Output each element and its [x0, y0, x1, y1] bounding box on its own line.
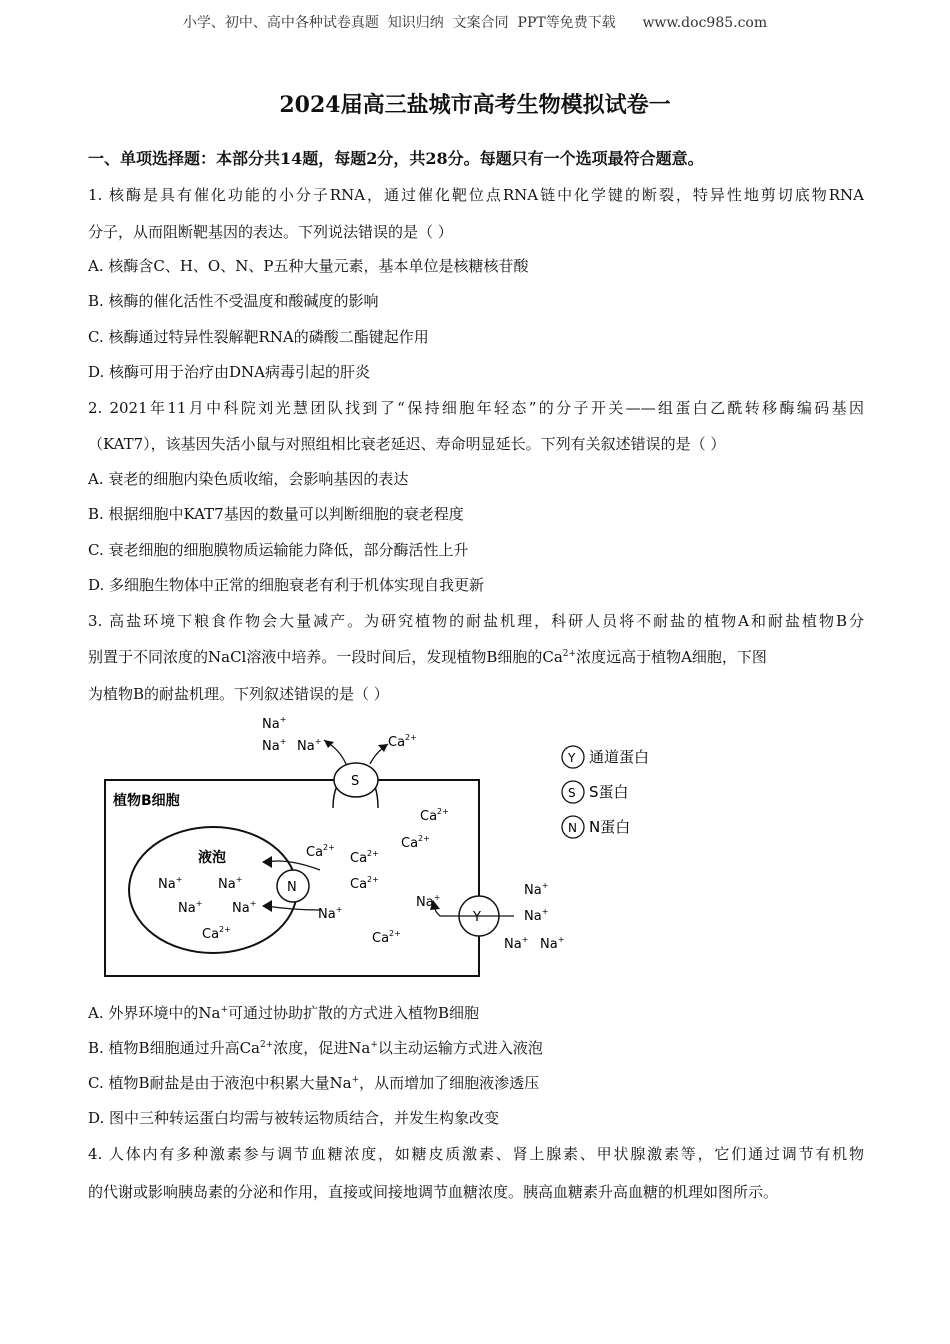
- q2-option-d: D. 多细胞生物体中正常的细胞衰老有利于机体实现自我更新: [88, 576, 485, 594]
- ion-label: Na+: [318, 905, 343, 922]
- q1-option-d: D. 核酶可用于治疗由DNA病毒引起的肝炎: [88, 363, 371, 381]
- q3-stem-line2: 别置于不同浓度的NaCl溶液中培养。一段时间后，发现植物B细胞的$Ca^{2+}$浓度远高于植物A细胞，下图: [88, 648, 767, 666]
- cell-label: 植物B细胞: [113, 793, 180, 809]
- ion-label: Na+: [232, 899, 257, 916]
- ion-label: $Ca^{2+}$: [372, 929, 401, 946]
- q3-option-a: A. 外界环境中的Na+可通过协助扩散的方式进入植物B细胞: [88, 1004, 480, 1022]
- section-heading: 一、单项选择题：本部分共14题，每题2分，共28分。每题只有一个选项最符合题意。: [88, 149, 704, 168]
- ion-label: $Ca^{2+}$: [350, 875, 379, 892]
- ion-label: $Ca^{2+}$: [401, 834, 430, 851]
- ion-label: Na+: [416, 893, 441, 910]
- ion-label: Na+: [218, 875, 243, 892]
- q2-option-b: B. 根据细胞中KAT7基因的数量可以判断细胞的衰老程度: [88, 505, 464, 523]
- ion-label: $Ca^{2+}$: [202, 925, 231, 942]
- ion-label: $Ca^{2+}$: [420, 807, 449, 824]
- vacuole-label: 液泡: [198, 850, 226, 866]
- svg-text:S: S: [568, 786, 576, 800]
- ion-label: Na+: [540, 935, 565, 952]
- ion-label: Na+: [524, 907, 549, 924]
- ion-label: $Ca^{2+}$: [350, 849, 379, 866]
- q4-stem-line2: 的代谢或影响胰岛素的分泌和作用，直接或间接地调节血糖浓度。胰高血糖素升高血糖的机理如图所示。: [88, 1183, 779, 1201]
- ion-label: Na+: [262, 737, 287, 754]
- ion-label: Na+: [262, 715, 287, 732]
- q1-option-c: C. 核酶通过特异性裂解靶RNA的磷酸二酯键起作用: [88, 328, 429, 346]
- legend-s-text: S蛋白: [589, 783, 629, 801]
- legend-y-text: 通道蛋白: [589, 748, 650, 766]
- q1-stem-line1: 1. 核酶是具有催化功能的小分子RNA，通过催化靶位点RNA链中化学键的断裂，特异性地剪切底物RNA: [88, 186, 864, 204]
- exam-title: 2024届高三盐城市高考生物模拟试卷一: [279, 92, 671, 118]
- q3-option-c: C. 植物B耐盐是由于液泡中积累大量Na+，从而增加了细胞液渗透压: [88, 1074, 540, 1092]
- salt-tolerance-diagram: [88, 710, 688, 990]
- q2-option-c: C. 衰老细胞的细胞膜物质运输能力降低，部分酶活性上升: [88, 541, 469, 559]
- ion-label: Na+: [504, 935, 529, 952]
- legend-n-text: N蛋白: [589, 818, 631, 836]
- n-protein-label: N: [287, 880, 297, 895]
- ion-label: Na+: [158, 875, 183, 892]
- page-header: 小学、初中、高中各种试卷真题 知识归纳 文案合同 PPT等免费下载 www.doc985.com: [182, 15, 768, 31]
- ion-label: $Ca^{2+}$: [388, 733, 417, 750]
- ion-label: $Ca^{2+}$: [306, 843, 335, 860]
- q3-stem-line1: 3. 高盐环境下粮食作物会大量减产。为研究植物的耐盐机理，科研人员将不耐盐的植物A和耐盐植物B分: [88, 612, 864, 630]
- ion-label: Na+: [297, 737, 322, 754]
- q2-option-a: A. 衰老的细胞内染色质收缩，会影响基因的表达: [88, 470, 409, 488]
- y-channel-label: Y: [473, 910, 481, 925]
- s-protein-label: S: [351, 774, 360, 789]
- q1-stem-line2: 分子，从而阻断靶基因的表达。下列说法错误的是（ ）: [88, 223, 453, 241]
- q2-stem-line2: （KAT7），该基因失活小鼠与对照组相比衰老延迟、寿命明显延长。下列有关叙述错误的是（ ）: [88, 435, 726, 453]
- svg-text:N: N: [568, 821, 577, 835]
- q3-option-b: B. 植物B细胞通过升高$Ca^{2+}$浓度，促进Na+以主动运输方式进入液泡: [88, 1039, 543, 1057]
- q4-stem-line1: 4. 人体内有多种激素参与调节血糖浓度，如糖皮质激素、肾上腺素、甲状腺激素等，它们通过调节有机物: [88, 1145, 864, 1163]
- q3-option-d: D. 图中三种转运蛋白均需与被转运物质结合，并发生构象改变: [88, 1109, 500, 1127]
- legend: [562, 746, 649, 838]
- ion-label: Na+: [524, 881, 549, 898]
- q1-option-a: A. 核酶含C、H、O、N、P五种大量元素，基本单位是核糖核苷酸: [88, 257, 529, 275]
- q3-stem-line3: 为植物B的耐盐机理。下列叙述错误的是（ ）: [88, 685, 389, 703]
- ion-label: Na+: [178, 899, 203, 916]
- svg-text:Y: Y: [568, 751, 576, 765]
- q2-stem-line1: 2. 2021年11月中科院刘光慧团队找到了“保持细胞年轻态”的分子开关——组蛋白乙酰转移酶编码基因: [88, 399, 864, 417]
- q1-option-b: B. 核酶的催化活性不受温度和酸碱度的影响: [88, 292, 379, 310]
